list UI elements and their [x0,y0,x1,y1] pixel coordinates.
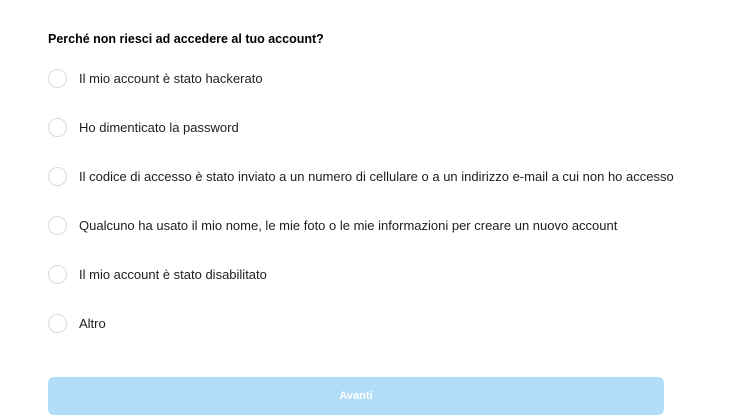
radio-button[interactable] [48,314,67,333]
option-label: Ho dimenticato la password [79,120,239,135]
next-button[interactable]: Avanti [48,377,664,415]
option-label: Il mio account è stato disabilitato [79,267,267,282]
option-label: Altro [79,316,106,331]
option-other[interactable] [48,313,748,362]
radio-button[interactable] [48,216,67,235]
option-label: Qualcuno ha usato il mio nome, le mie foto o le mie informazioni per creare un nuovo account [79,218,618,233]
question-heading: Perché non riesci ad accedere al tuo account? [48,32,324,46]
option-disabled-account[interactable] [48,264,748,313]
radio-button[interactable] [48,167,67,186]
radio-button[interactable] [48,265,67,284]
option-impersonation[interactable] [48,215,748,264]
radio-button[interactable] [48,69,67,88]
option-label: Il codice di accesso è stato inviato a un numero di cellulare o a un indirizzo e-mail a cui non ho accesso [79,169,674,184]
reason-radio-group [48,68,748,362]
option-label: Il mio account è stato hackerato [79,71,263,86]
option-code-no-access[interactable] [48,166,748,215]
option-forgot-password[interactable] [48,117,748,166]
option-hacked[interactable] [48,68,748,117]
radio-button[interactable] [48,118,67,137]
